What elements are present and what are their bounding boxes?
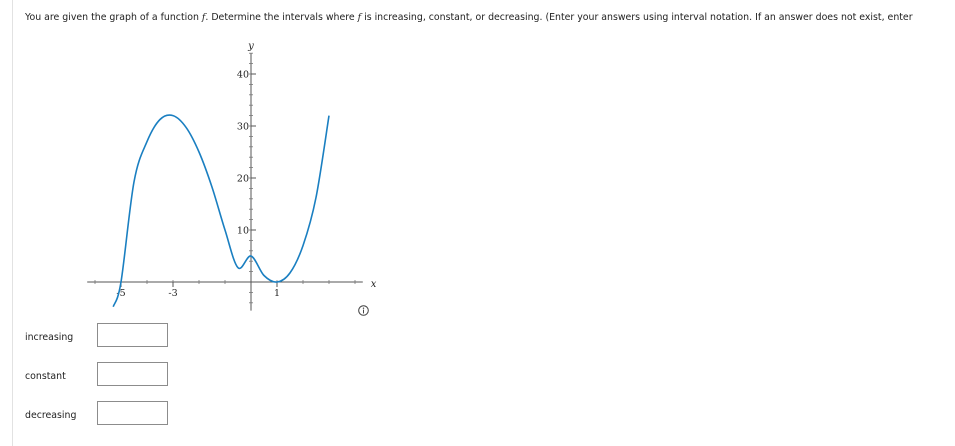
- y-axis-label: y: [248, 41, 254, 53]
- question-tail: is increasing, constant, or decreasing. (Enter your answers using interval notation. If an answer does not exist, enter: [361, 12, 913, 23]
- decreasing-label: decreasing: [25, 410, 77, 421]
- x-tick-label: -5: [116, 288, 126, 299]
- decreasing-input[interactable]: [97, 401, 168, 425]
- y-tick-label: 30: [236, 121, 249, 133]
- x-tick-label: 1: [273, 288, 281, 299]
- question-middle: . Determine the intervals where: [205, 12, 358, 23]
- function-symbol: f: [201, 12, 206, 23]
- increasing-label: increasing: [25, 332, 74, 343]
- constant-input[interactable]: [97, 362, 168, 386]
- y-tick-label: 10: [236, 225, 249, 237]
- function-curve: [113, 115, 329, 307]
- increasing-input[interactable]: [97, 323, 168, 347]
- function-symbol-2: f: [357, 12, 362, 23]
- x-axis-label: x: [370, 279, 377, 290]
- y-tick-label: 40: [236, 69, 249, 81]
- question-lead: You are given the graph of a function: [25, 12, 202, 23]
- info-circle-icon[interactable]: [358, 305, 369, 316]
- x-tick-label: -3: [168, 288, 178, 299]
- y-tick-label: 20: [236, 173, 249, 185]
- constant-label: constant: [25, 371, 66, 382]
